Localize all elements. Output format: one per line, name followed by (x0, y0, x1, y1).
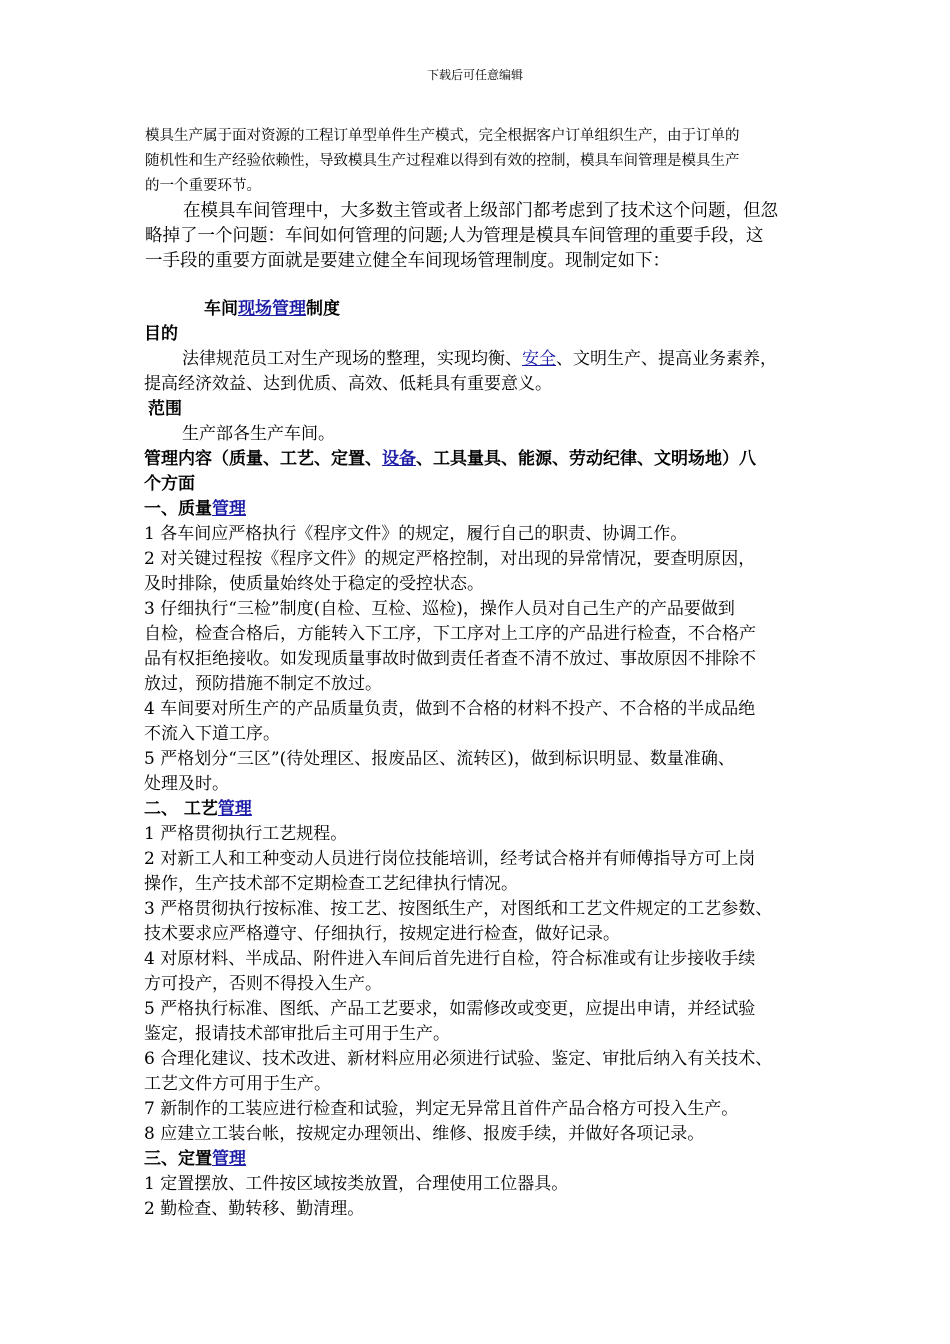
intro-paragraph (145, 124, 845, 199)
section2-line: 7 新制作的工装应进行检查和试验，判定无异常且首件产品合格方可投入生产。 (144, 1099, 739, 1119)
section1-heading (144, 497, 854, 522)
paragraph-line: 在模具车间管理中，大多数主管或者上级部门都考虑到了技术这个问题，但忽 (183, 201, 778, 221)
section1-line: 3 仔细执行“三检”制度(自检、互检、巡检)，操作人员对自己生产的产品要做到 (144, 599, 735, 619)
section1-line: 及时排除，使质量始终处于稳定的受控状态。 (144, 574, 484, 594)
section2-line: 操作，生产技术部不定期检查工艺纪律执行情况。 (144, 874, 518, 894)
section2-line: 6 合理化建议、技术改进、新材料应用必须进行试验、鉴定、审批后纳入有关技术、 (144, 1049, 773, 1069)
page-header: 下载后可任意编辑 (426, 68, 523, 82)
section2-management-link[interactable]: 管理 (217, 799, 252, 819)
management-paragraph (145, 199, 855, 274)
safety-link[interactable]: 安全 (522, 349, 556, 369)
content-heading-text: 管理内容（质量、工艺、定置、 (144, 449, 382, 469)
section1-line: 2 对关键过程按《程序文件》的规定严格控制，对出现的异常情况，要查明原因， (144, 549, 756, 569)
section1-line: 放过，预防措施不制定不放过。 (144, 674, 382, 694)
section2-line: 4 对原材料、半成品、附件进入车间后首先进行自检，符合标准或有让步接收手续 (144, 949, 756, 969)
section2-line: 鉴定，报请技术部审批后主可用于生产。 (144, 1024, 450, 1044)
section2-line: 工艺文件方可用于生产。 (144, 1074, 331, 1094)
section1-line: 4 车间要对所生产的产品质量负责，做到不合格的材料不投产、不合格的半成品绝 (144, 699, 756, 719)
content-heading (144, 447, 854, 472)
scope-heading: 范围 (148, 399, 182, 419)
section3-heading (144, 1147, 854, 1172)
section1-line: 自检，检查合格后，方能转入下工序，下工序对上工序的产品进行检查，不合格产 (144, 624, 756, 644)
scope-text: 生产部各生产车间。 (182, 424, 335, 444)
equipment-link[interactable]: 设备 (382, 449, 416, 469)
section1-management-link[interactable]: 管理 (212, 499, 246, 519)
section2-heading-text: 二、 工艺 (144, 799, 218, 819)
section2-line: 2 对新工人和工种变动人员进行岗位技能培训，经考试合格并有师傅指导方可上岗 (144, 849, 756, 869)
section1-line: 品有权拒绝接收。如发现质量事故时做到责任者查不清不放过、事故原因不排除不 (144, 649, 756, 669)
purpose-line (144, 347, 854, 372)
title-prefix: 车间 (204, 299, 238, 319)
section2-heading (144, 797, 854, 822)
section1-line: 处理及时。 (144, 774, 229, 794)
section3-heading-text: 三、定置 (144, 1149, 212, 1169)
section1-line: 不流入下道工序。 (144, 724, 280, 744)
content-heading-text: 、工具量具、能源、劳动纪律、文明场地）八 (416, 449, 756, 469)
section1-line: 1 各车间应严格执行《程序文件》的规定，履行自己的职责、协调工作。 (144, 524, 688, 544)
section2-line: 8 应建立工装台帐，按规定办理领出、维修、报废手续，并做好各项记录。 (144, 1124, 705, 1144)
content-heading-line2: 个方面 (144, 474, 195, 494)
intro-line: 的一个重要环节。 (145, 178, 261, 194)
paragraph-line: 略掉了一个问题：车间如何管理的问题;人为管理是模具车间管理的重要手段，这 (145, 226, 764, 246)
section2-line: 1 严格贯彻执行工艺规程。 (144, 824, 348, 844)
section2-line: 5 严格执行标准、图纸、产品工艺要求，如需修改或变更，应提出申请，并经试验 (144, 999, 756, 1019)
intro-line: 随机性和生产经验依赖性，导致模具生产过程难以得到有效的控制，模具车间管理是模具生产 (145, 153, 740, 169)
section2-line: 技术要求应严格遵守、仔细执行，按规定进行检查，做好记录。 (144, 924, 620, 944)
section2-line: 3 严格贯彻执行按标准、按工艺、按图纸生产，对图纸和工艺文件规定的工艺参数、 (144, 899, 773, 919)
document-title (144, 297, 854, 322)
purpose-line: 提高经济效益、达到优质、高效、低耗具有重要意义。 (144, 374, 552, 394)
purpose-text: 法律规范员工对生产现场的整理，实现均衡、 (182, 349, 522, 369)
section3-line: 2 勤检查、勤转移、勤清理。 (144, 1199, 365, 1219)
paragraph-line: 一手段的重要方面就是要建立健全车间现场管理制度。现制定如下： (145, 251, 670, 271)
regulation-body (144, 297, 854, 1222)
section1-heading-text: 一、质量 (144, 499, 212, 519)
purpose-heading: 目的 (144, 324, 178, 344)
purpose-text: 、文明生产、提高业务素养， (556, 349, 777, 369)
title-link[interactable]: 现场管理 (238, 299, 306, 319)
intro-line: 模具生产属于面对资源的工程订单型单件生产模式，完全根据客户订单组织生产，由于订单的 (145, 128, 740, 144)
title-suffix: 制度 (306, 299, 340, 319)
section1-line: 5 严格划分“三区”(待处理区、报废品区、流转区)，做到标识明显、数量准确、 (144, 749, 735, 769)
section3-management-link[interactable]: 管理 (212, 1149, 246, 1169)
section2-line: 方可投产，否则不得投入生产。 (144, 974, 382, 994)
section3-line: 1 定置摆放、工件按区域按类放置，合理使用工位器具。 (144, 1174, 569, 1194)
